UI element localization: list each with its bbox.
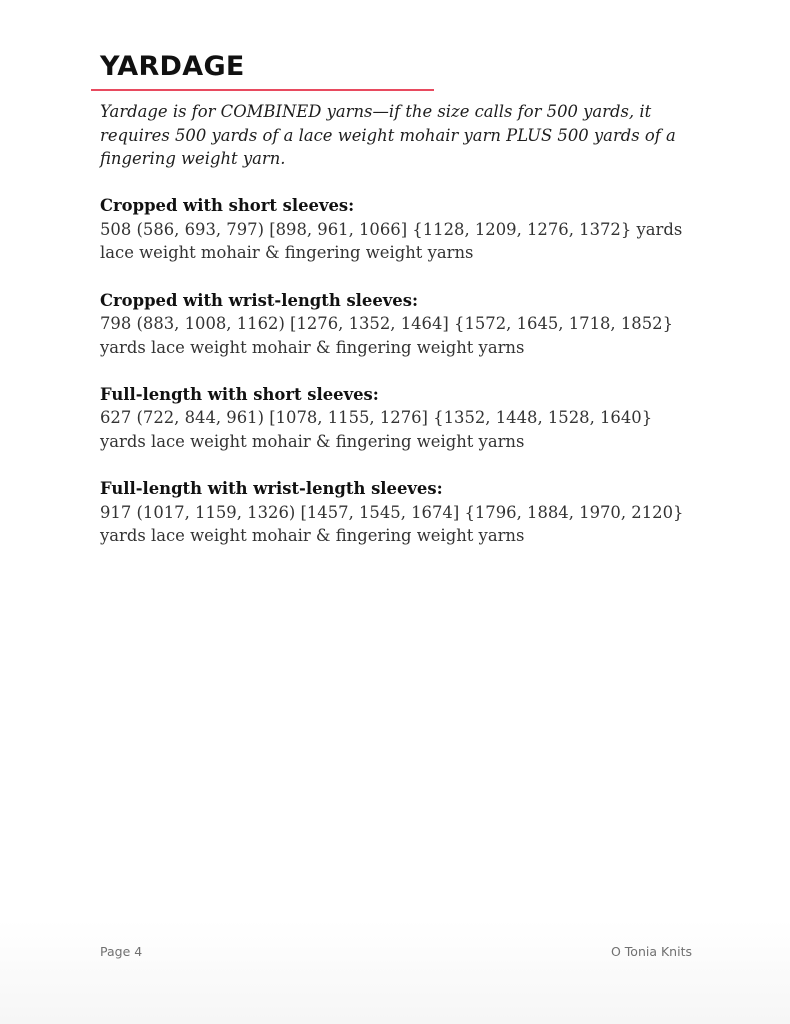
section-yardage: 917 (1017, 1159, 1326) [1457, 1545, 1674] {1796, 1884, 1970, 2120} yards lace weight mohair & fingering weight yarns: [100, 502, 684, 546]
section-cropped-wrist: [100, 289, 700, 360]
title-underline: [91, 89, 434, 91]
main-content: [100, 100, 700, 548]
intro-note: Yardage is for COMBINED yarns—if the size calls for 500 yards, it requires 500 yards of a lace weight mohair yarn PLUS 500 yards of a fingering weight yarn.: [100, 102, 676, 169]
page-title: YARDAGE: [100, 51, 245, 82]
section-heading: Full-length with short sleeves:: [100, 384, 379, 404]
section-yardage: 798 (883, 1008, 1162) [1276, 1352, 1464] {1572, 1645, 1718, 1852} yards lace weight mohair & fingering weight yarns: [100, 314, 673, 357]
section-heading: Cropped with short sleeves:: [100, 196, 355, 216]
section-full-wrist: [100, 477, 700, 548]
section-cropped-short: [100, 194, 700, 265]
section-full-short: [100, 383, 700, 454]
section-yardage: 508 (586, 693, 797) [898, 961, 1066] {1128, 1209, 1276, 1372} yards lace weight mohair & fingering weight yarns: [100, 219, 683, 263]
section-heading: Full-length with wrist-length sleeves:: [100, 479, 443, 499]
section-yardage: 627 (722, 844, 961) [1078, 1155, 1276] {1352, 1448, 1528, 1640} yards lace weight mohair & fingering weight yarns: [100, 408, 653, 452]
brand-credit: O Tonia Knits: [610, 944, 692, 959]
section-heading: Cropped with wrist-length sleeves:: [100, 290, 419, 310]
page-number: Page 4: [100, 944, 143, 959]
